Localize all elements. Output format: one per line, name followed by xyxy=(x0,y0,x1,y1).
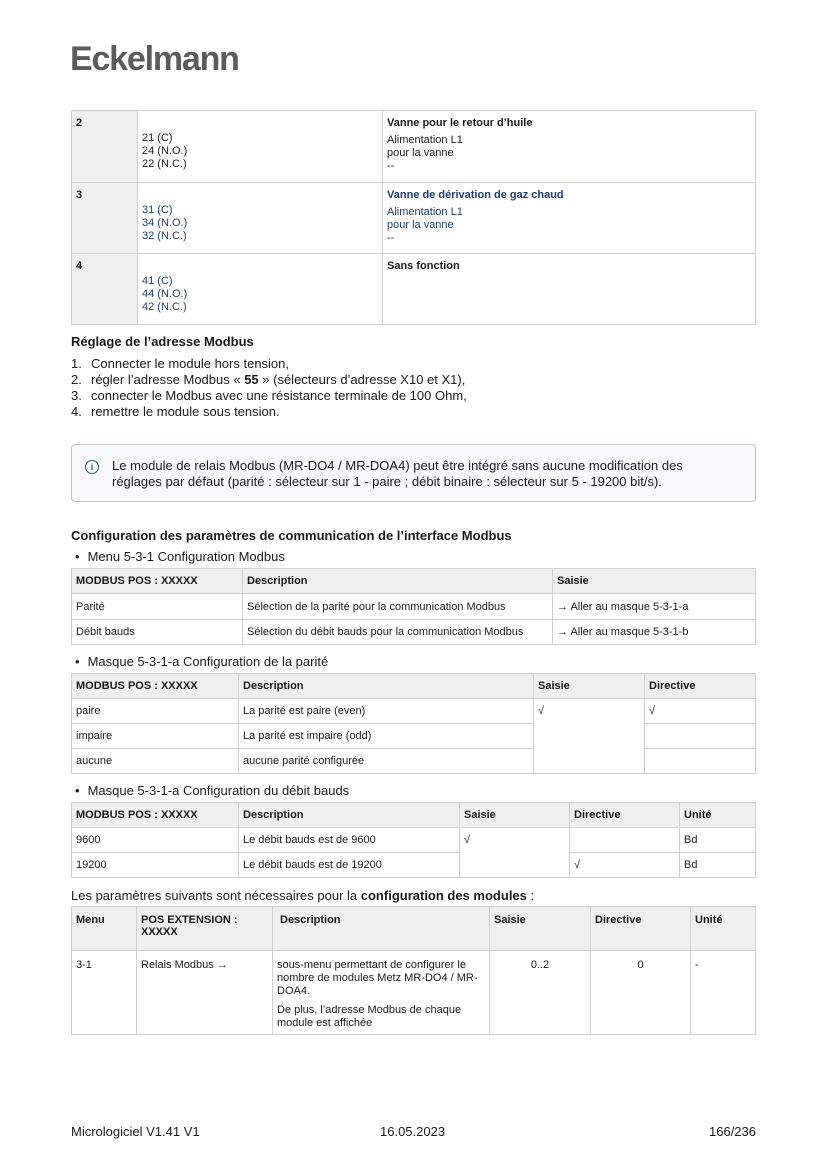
section-title-config: Configuration des paramètres de communication de l’interface Modbus xyxy=(71,528,512,543)
relay-number: 2 xyxy=(72,111,138,183)
modules-paragraph: Les paramètres suivants sont nécessaires pour la configuration des modules : xyxy=(71,888,535,903)
mask-baud-table xyxy=(71,802,756,878)
section-title-modbus-address: Réglage de l’adresse Modbus xyxy=(71,334,254,349)
check-mark: √ xyxy=(534,699,645,774)
relay-function: Vanne de dérivation de gaz chaud Alimentation L1 pour la vanne -- xyxy=(383,183,756,254)
check-mark: √ xyxy=(460,828,570,878)
footer-date: 16.05.2023 xyxy=(380,1124,446,1139)
footer-page-number: 166/236 xyxy=(709,1124,756,1139)
eckelmann-logo: Eckelmann xyxy=(70,40,239,78)
description-cell: sous-menu permettant de configurer le nombre de modules Metz MR-DO4 / MR-DOA4. De plus, l’adresse Modbus de chaque module est affichée xyxy=(273,951,490,1035)
relay-pins: 41 (C) 44 (N.O.) 42 (N.C.) xyxy=(138,254,383,325)
info-icon: i xyxy=(85,460,99,474)
bullet-mask-baud: • Masque 5-3-1-a Configuration du débit bauds xyxy=(75,783,350,798)
mask-parity-table xyxy=(71,673,756,774)
bullet-menu-531: • Menu 5-3-1 Configuration Modbus xyxy=(75,549,285,564)
table-header: MODBUS POS : XXXXX Description Saisie Directive xyxy=(72,674,756,699)
list-item: 3. connecter le Modbus avec une résistance terminale de 100 Ohm, xyxy=(71,388,467,403)
table-row: aucune aucune parité configurée xyxy=(72,749,756,774)
relay-function: Sans fonction xyxy=(383,254,756,325)
table-row: Débit bauds Sélection du débit bauds pour la communication Modbus → Aller au masque 5-3-1-b xyxy=(72,620,756,645)
table-header: MODBUS POS : XXXXX Description Saisie Directive Unité xyxy=(72,803,756,828)
table-row: 19200 Le débit bauds est de 19200 √ Bd xyxy=(72,853,756,878)
modules-table xyxy=(71,906,756,1035)
relay-function: Vanne pour le retour d’huile Alimentation L1 pour la vanne -- xyxy=(383,111,756,183)
table-header: Menu POS EXTENSION : XXXXX Description Saisie Directive Unité xyxy=(72,907,756,951)
relay-table xyxy=(71,110,756,325)
list-item: 2. régler l’adresse Modbus « 55 » (sélecteurs d’adresse X10 et X1), xyxy=(71,372,466,387)
menu-531-table xyxy=(71,568,756,645)
table-row: Parité Sélection de la parité pour la communication Modbus → Aller au masque 5-3-1-a xyxy=(72,594,756,620)
check-mark: √ xyxy=(570,853,680,878)
modbus-address-steps xyxy=(71,356,467,420)
check-mark: √ xyxy=(645,699,756,724)
relay-pins: 31 (C) 34 (N.O.) 32 (N.C.) xyxy=(138,183,383,254)
table-row xyxy=(72,111,756,183)
bullet-mask-parity: • Masque 5-3-1-a Configuration de la parité xyxy=(75,654,329,669)
table-row: impaire La parité est impaire (odd) xyxy=(72,724,756,749)
table-header: MODBUS POS : XXXXX Description Saisie xyxy=(72,569,756,594)
table-row: paire La parité est paire (even) √ √ xyxy=(72,699,756,724)
list-item: 1. Connecter le module hors tension, xyxy=(71,356,290,371)
table-row: 3-1 Relais Modbus → sous-menu permettant de configurer le nombre de modules Metz MR-DO4 / MR-DOA4. De plus, l’adresse Modbus de chaque module est affichée 0..2 0 - xyxy=(72,951,756,1035)
info-box: i Le module de relais Modbus (MR-DO4 / MR-DOA4) peut être intégré sans aucune modification des réglages par défaut (parité : sélecteur sur 1 - paire ; débit binaire : sélecteur sur 5 - 19200 bit/s). xyxy=(71,444,756,502)
relay-number: 3 xyxy=(72,183,138,254)
relay-number: 4 xyxy=(72,254,138,325)
table-row xyxy=(72,183,756,254)
table-row xyxy=(72,254,756,325)
list-item: 4. remettre le module sous tension. xyxy=(71,404,280,419)
relay-pins: 21 (C) 24 (N.O.) 22 (N.C.) xyxy=(138,111,383,183)
table-row: 9600 Le débit bauds est de 9600 √ Bd xyxy=(72,828,756,853)
footer-firmware: Micrologiciel V1.41 V1 xyxy=(71,1124,200,1139)
